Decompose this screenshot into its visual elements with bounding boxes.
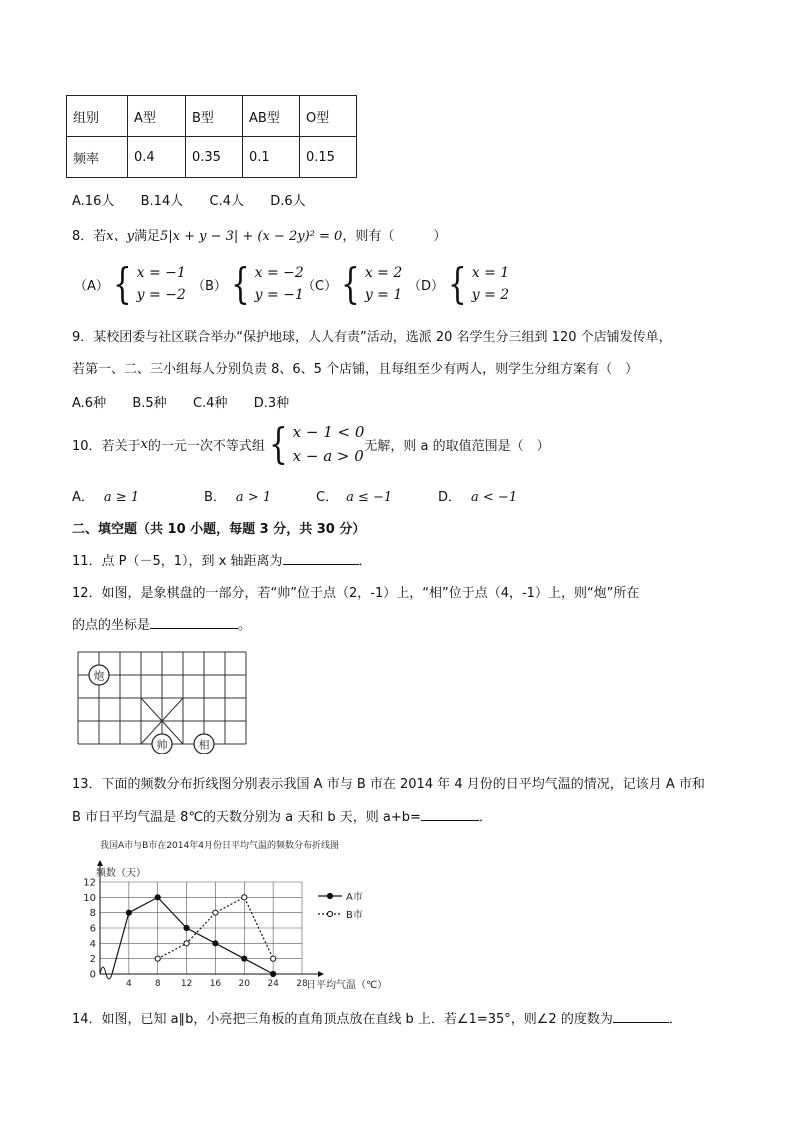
y-tick-label: 6 (89, 923, 96, 935)
option: A.16人 (72, 194, 115, 209)
chart-title: 我国A市与B市在2014年4月份日平均气温的频数分布折线图 (100, 841, 339, 851)
data-point (271, 971, 276, 976)
option: C.4人 (209, 194, 244, 209)
q8-option-d: （D） { x = 1 y = 2 (408, 259, 510, 308)
y-tick-label: 10 (83, 892, 96, 904)
chessboard-figure (76, 650, 252, 754)
table-cell: 0.35 (186, 137, 243, 178)
svg-text:相: 相 (198, 738, 210, 752)
data-point (184, 941, 189, 946)
answer-blank[interactable] (613, 1009, 669, 1023)
x-tick-label: 24 (267, 979, 279, 989)
piece-pao (89, 665, 109, 685)
table-cell: 0.15 (300, 137, 357, 178)
q10-option-b: B． a > 1 (204, 490, 272, 505)
table-cell: 0.4 (128, 137, 186, 178)
chart-legend (318, 890, 363, 921)
question-14: 14．如图，已知 a∥b，小亮把三角板的直角顶点放在直线 b 上．若∠1=35°，则∠2 的度数为 ． (72, 1008, 682, 1027)
q8-option-a: （A） { x = −1 y = −2 (74, 259, 186, 308)
q10-option-c: C． a ≤ −1 (316, 490, 393, 505)
option: B.14人 (140, 194, 184, 209)
table-cell: AB型 (243, 96, 300, 137)
piece-xiang (194, 734, 214, 754)
data-point (242, 895, 247, 900)
table-cell: B型 (186, 96, 243, 137)
data-point (242, 956, 247, 961)
q9-options (72, 392, 289, 411)
y-tick-label: 2 (89, 954, 96, 966)
formula: 5|x + y − 3| + (x − 2y)² = 0 (159, 229, 343, 244)
answer-blank[interactable] (150, 615, 238, 629)
data-point (213, 941, 218, 946)
data-point (271, 956, 276, 961)
legend-marker (327, 893, 332, 898)
q10-option-a: A． a ≥ 1 (72, 490, 140, 505)
x-tick-label: 16 (209, 979, 222, 989)
legend-marker (327, 911, 332, 916)
option: D.3种 (253, 396, 290, 411)
svg-text:炮: 炮 (93, 669, 105, 683)
series-line (129, 897, 273, 974)
option: A.6种 (72, 396, 107, 411)
brace-icon: { (341, 259, 360, 308)
axis-break-icon (100, 967, 112, 979)
question-11: 11．点 P（－5，1），到 x 轴距离为 ． (72, 550, 372, 569)
table-cell: 频率 (67, 137, 128, 178)
table-cell: 组别 (67, 96, 128, 137)
x-tick-label: 28 (296, 979, 308, 989)
y-axis-arrow-icon (97, 860, 103, 866)
option: B.5种 (132, 396, 167, 411)
question-12-line1: 12．如图，是象棋盘的一部分，若“帅”位于点（2，-1）上，“相”位于点（4，-1）上，则“炮”所在 (72, 586, 640, 601)
q8-option-c: （C） { x = 2 y = 1 (302, 259, 403, 308)
piece-shuai (152, 734, 172, 754)
frequency-polygon-chart (62, 834, 402, 994)
question-9-line2: 若第一、二、三小组每人分别负责 8、6、5 个店铺，且每组至少有两人，则学生分组方案有（ ） (72, 362, 639, 377)
x-axis-arrow-icon (318, 971, 324, 977)
data-point (155, 956, 160, 961)
brace-icon: { (112, 259, 132, 308)
table-cell: 0.1 (243, 137, 300, 178)
blood-type-frequency-table (66, 95, 357, 178)
x-tick-label: 20 (238, 979, 251, 989)
chart-series (112, 895, 276, 977)
answer-blank[interactable] (283, 551, 359, 565)
question-12-line2: 的点的坐标是 。 (72, 614, 251, 633)
brace-icon: { (448, 259, 467, 308)
y-tick-label: 8 (89, 908, 96, 920)
data-point (155, 895, 160, 900)
brace-icon: { (230, 259, 250, 308)
x-axis-label: 日平均气温（℃） (306, 980, 388, 991)
brace-icon: { (268, 419, 288, 468)
y-tick-label: 4 (89, 938, 96, 950)
table-row (67, 96, 357, 137)
question-9-line1: 9．某校团委与社区联合举办“保护地球，人人有责”活动，选派 20 名学生分三组到 120 个店铺发传单， (72, 330, 672, 345)
data-point (213, 910, 218, 915)
q10-option-d: D． a < −1 (438, 490, 518, 505)
q8-option-b: （B） { x = −2 y = −1 (192, 259, 304, 308)
svg-text:帅: 帅 (156, 738, 168, 752)
data-point (184, 925, 189, 930)
question-13-line2: B 市日平均气温是 8℃的天数分别为 a 天和 b 天，则 a+b= ． (72, 806, 492, 825)
section-title: 二、填空题（共 10 小题，每题 3 分，共 30 分） (72, 522, 366, 537)
x-tick-label: 12 (180, 979, 193, 989)
q7-options (72, 190, 306, 209)
y-tick-label: 12 (83, 877, 96, 889)
question-13-line1: 13．下面的频数分布折线图分别表示我国 A 市与 B 市在 2014 年 4 月份的日平均气温的情况，记该月 A 市和 (72, 777, 705, 792)
option: D.6人 (270, 194, 306, 209)
y-tick-label: 0 (89, 969, 96, 981)
x-tick-label: 4 (125, 979, 132, 989)
option: C.4种 (192, 396, 228, 411)
answer-blank[interactable] (421, 807, 479, 821)
legend-label: A市 (346, 892, 363, 903)
table-row (67, 137, 357, 178)
legend-label: B市 (346, 910, 363, 921)
table-cell: A型 (128, 96, 186, 137)
y-axis-label: 频数（天） (96, 868, 146, 879)
question-10-stem: 10．若关于 x 的一元一次不等式组 { x − 1 < 0 x − a > 0 无解，则 a 的取值范围是（ ） (72, 419, 550, 468)
table-cell: O型 (300, 96, 357, 137)
question-8-stem: 8．若x、y满足5|x + y − 3| + (x − 2y)² = 0，则有（ ） (72, 229, 447, 244)
x-tick-label: 8 (154, 979, 161, 989)
